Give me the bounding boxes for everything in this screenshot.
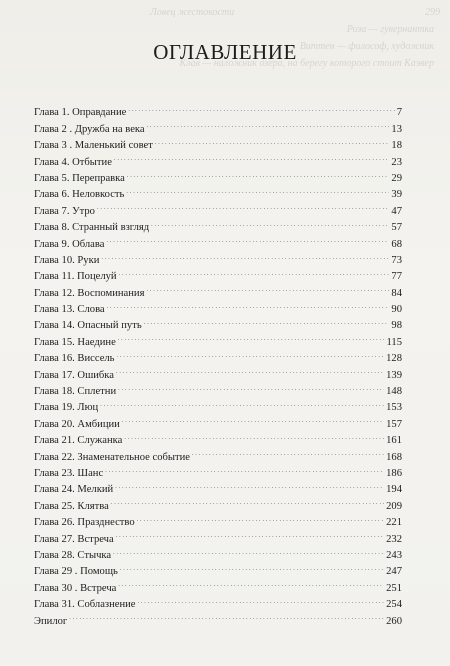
toc-entry-page: 77 xyxy=(391,271,402,283)
toc-entry-page: 232 xyxy=(386,533,402,545)
toc-entry-page: 243 xyxy=(386,549,402,561)
toc-entry-label: Глава 17. Ошибка xyxy=(34,369,114,381)
toc-entry xyxy=(34,607,402,627)
toc-entry-label: Глава 15. Наедине xyxy=(34,336,116,348)
toc-leader-dots xyxy=(117,345,385,361)
toc-entry-page: 18 xyxy=(391,140,402,152)
toc-entry-label: Глава 12. Воспоминания xyxy=(34,287,145,299)
toc-entry-label: Глава 26. Празднество xyxy=(34,517,135,529)
toc-leader-dots xyxy=(192,443,384,459)
toc-entry-label: Глава 22. Знаменательное событие xyxy=(34,451,191,463)
toc-leader-dots xyxy=(113,542,384,558)
toc-entry-label: Глава 10. Руки xyxy=(34,254,100,266)
toc-entry-label: Глава 19. Люц xyxy=(34,402,99,414)
toc-entry-label: Глава 31. Соблазнение xyxy=(34,599,136,611)
toc-entry-label: Глава 16. Виссель xyxy=(34,353,115,365)
toc-entry-page: 157 xyxy=(386,418,402,430)
toc-entry-label: Глава 27. Встреча xyxy=(34,533,114,545)
bleed-page-number: 299 xyxy=(425,7,440,18)
toc-entry-page: 39 xyxy=(391,189,402,201)
toc-entry-page: 209 xyxy=(386,500,402,512)
toc-entry-label: Глава 14. Опасный путь xyxy=(34,320,142,332)
toc-leader-dots xyxy=(114,148,389,164)
toc-entry-page: 161 xyxy=(386,435,402,447)
toc-entry-page: 153 xyxy=(386,402,402,414)
bleed-line: Роза — гувернантка xyxy=(346,24,434,35)
toc-entry-page: 221 xyxy=(386,517,402,529)
toc-entry-label: Глава 29 . Помощь xyxy=(34,566,118,578)
toc-entry-page: 13 xyxy=(391,123,402,135)
toc-entry-label: Эпилог xyxy=(34,615,68,627)
toc-entry-page: 98 xyxy=(391,320,402,332)
toc-entry-page: 57 xyxy=(391,222,402,234)
toc-leader-dots xyxy=(128,99,394,115)
toc-leader-dots xyxy=(107,296,390,312)
toc-leader-dots xyxy=(155,132,390,148)
toc-leader-dots xyxy=(106,230,389,246)
toc-entry-label: Глава 13. Слова xyxy=(34,304,105,316)
toc-entry-page: 168 xyxy=(386,451,402,463)
toc-entry-page: 29 xyxy=(391,172,402,184)
toc-leader-dots xyxy=(118,574,384,590)
bleed-header xyxy=(150,4,440,21)
toc-entry-page: 73 xyxy=(391,254,402,266)
toc-leader-dots xyxy=(137,509,384,525)
bleed-line: Виттен — философ, художник xyxy=(299,41,434,52)
toc-entry-page: 247 xyxy=(386,566,402,578)
toc-entry-label: Глава 20. Амбиции xyxy=(34,418,120,430)
toc-entry xyxy=(34,99,402,119)
toc-leader-dots xyxy=(105,460,384,476)
toc-entry-label: Глава 5. Переправка xyxy=(34,172,125,184)
toc-entry-label: Глава 21. Служанка xyxy=(34,435,123,447)
toc-entry-label: Глава 11. Поцелуй xyxy=(34,271,117,283)
toc-entry-page: 115 xyxy=(386,336,402,348)
table-of-contents xyxy=(34,99,402,627)
toc-entry-page: 254 xyxy=(386,599,402,611)
toc-entry-label: Глава 8. Странный взгляд xyxy=(34,222,150,234)
toc-entry-label: Глава 3 . Маленький совет xyxy=(34,140,153,152)
toc-entry-label: Глава 2 . Дружба на века xyxy=(34,123,145,135)
toc-entry-label: Глава 1. Оправдание xyxy=(34,107,127,119)
toc-leader-dots xyxy=(116,525,384,541)
toc-leader-dots xyxy=(127,165,390,181)
toc-entry-page: 128 xyxy=(386,353,402,365)
toc-leader-dots xyxy=(124,427,384,443)
toc-entry-page: 139 xyxy=(386,369,402,381)
toc-leader-dots xyxy=(126,181,389,197)
toc-leader-dots xyxy=(147,115,390,131)
toc-entry-page: 68 xyxy=(391,238,402,250)
toc-entry-page: 260 xyxy=(386,615,402,627)
toc-entry-label: Глава 30 . Встреча xyxy=(34,582,117,594)
toc-leader-dots xyxy=(97,197,389,213)
toc-entry-label: Глава 7. Утро xyxy=(34,205,95,217)
toc-leader-dots xyxy=(122,410,384,426)
toc-leader-dots xyxy=(144,312,390,328)
toc-leader-dots xyxy=(100,394,384,410)
toc-entry-page: 7 xyxy=(396,107,402,119)
toc-title: ОГЛАВЛЕНИЕ xyxy=(153,40,297,64)
toc-leader-dots xyxy=(111,492,384,508)
toc-leader-dots xyxy=(118,378,384,394)
toc-leader-dots xyxy=(119,263,390,279)
toc-entry-page: 90 xyxy=(391,304,402,316)
bleed-running-title: Ловец жестокости xyxy=(150,7,235,18)
toc-entry-page: 84 xyxy=(391,287,402,299)
toc-entry-label: Глава 23. Шанс xyxy=(34,467,104,479)
toc-entry-page: 148 xyxy=(386,386,402,398)
toc-leader-dots xyxy=(138,591,385,607)
toc-entry-page: 194 xyxy=(386,484,402,496)
bleed-line: Клав — наложник озера, на берегу которого стоит Каэвер xyxy=(179,58,434,69)
toc-entry-page: 23 xyxy=(391,156,402,168)
toc-entry-page: 47 xyxy=(391,205,402,217)
toc-leader-dots xyxy=(120,558,384,574)
toc-entry-label: Глава 4. Отбытие xyxy=(34,156,112,168)
toc-entry-label: Глава 6. Неловкость xyxy=(34,189,125,201)
toc-leader-dots xyxy=(69,607,384,623)
toc-entry-label: Глава 9. Облава xyxy=(34,238,105,250)
toc-entry-label: Глава 18. Сплетни xyxy=(34,386,117,398)
toc-entry-page: 251 xyxy=(386,582,402,594)
toc-leader-dots xyxy=(116,361,384,377)
toc-leader-dots xyxy=(115,476,384,492)
toc-entry-label: Глава 25. Клятва xyxy=(34,500,109,512)
toc-leader-dots xyxy=(101,247,389,263)
toc-leader-dots xyxy=(118,328,385,344)
toc-leader-dots xyxy=(146,279,389,295)
toc-entry-label: Глава 28. Стычка xyxy=(34,549,112,561)
toc-entry-label: Глава 24. Мелкий xyxy=(34,484,114,496)
toc-leader-dots xyxy=(151,214,389,230)
toc-entry-page: 186 xyxy=(386,467,402,479)
